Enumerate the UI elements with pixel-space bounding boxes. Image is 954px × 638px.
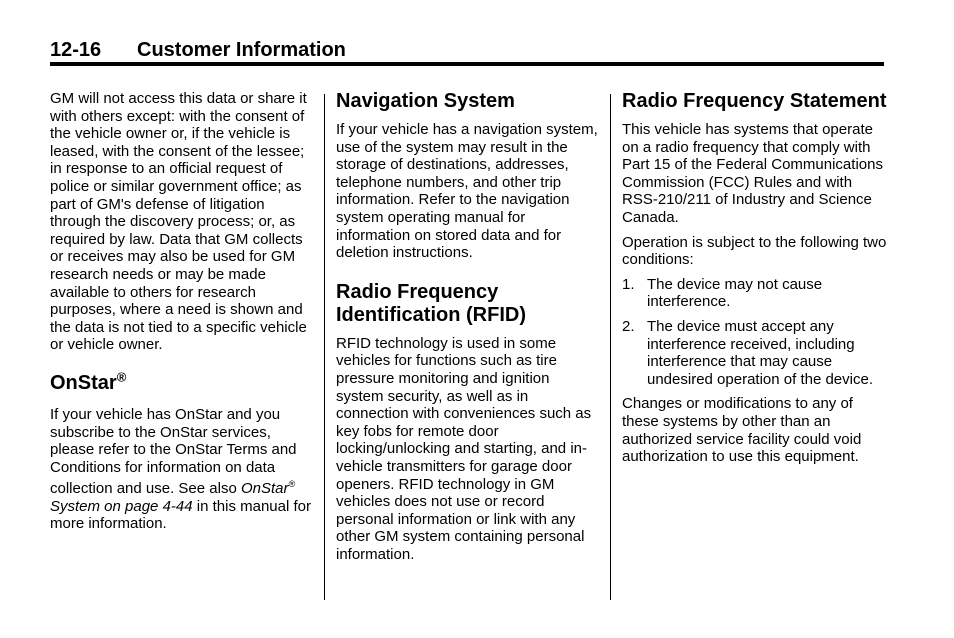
onstar-system-link[interactable]: OnStar® System on page 4-44 [50, 479, 296, 515]
navigation-system-heading: Navigation System [336, 90, 515, 112]
list-item: 1. The device may not cause interference. [622, 275, 823, 311]
navigation-system-paragraph: If your vehicle has a navigation system, use of the system may result in the storage of destinations, addresses, telephone numbers, and other trip information. Refer to the navigation system operating manual for information on stored data and for deletion instructions. [336, 121, 598, 262]
conditions-list [622, 276, 887, 389]
radio-frequency-statement-heading: Radio Frequency Statement [622, 90, 887, 112]
column-2 [336, 90, 598, 570]
onstar-paragraph: If your vehicle has OnStar and you subscribe to the OnStar services, please refer to the OnStar Terms and Conditions for information on data collection and use. See also OnStar® System on page 4-44 in this manual for more information. [50, 405, 311, 533]
data-access-paragraph: GM will not access this data or share it with others except: with the consent of the vehicle owner or, if the vehicle is leased, with the consent of the lessee; in response to an official request of police or similar government office; as part of GM's defense of litigation through the discovery process; or, as required by law. Data that GM collects or receives may also be used for GM research needs or may be made available to others for research purposes, where a need is shown and the data is not tied to a specific vehicle or vehicle owner. [50, 90, 307, 354]
rfid-paragraph: RFID technology is used in some vehicles for functions such as tire pressure monitoring and ignition system security, as well as in connection with conveniences such as key fobs for remote door locking/unlocking and starting, and in-vehicle transmitters for garage door openers. RFID technology in GM vehicles does not use or record personal information or link with any other GM system containing personal information. [336, 334, 592, 563]
column-divider [610, 94, 611, 600]
list-item: 2. The device must accept any interference received, including interference that may cause undesired operation of the device. [622, 317, 873, 388]
page-header [50, 38, 884, 66]
onstar-heading: OnStar® [50, 369, 127, 394]
rfid-heading: Radio Frequency Identification (RFID) [336, 280, 526, 326]
modifications-paragraph: Changes or modifications to any of these systems by other than an authorized service facility could void authorization to use this equipment. [622, 395, 862, 466]
section-title: Customer Information [137, 39, 346, 61]
page-number: 12-16 [50, 39, 102, 61]
column-1 [50, 90, 314, 540]
radio-frequency-paragraph: This vehicle has systems that operate on a radio frequency that comply with Part 15 of the Federal Communications Commission (FCC) Rules and with RSS-210/211 of Industry and Science Canada. [622, 121, 883, 226]
operation-conditions-intro: Operation is subject to the following two conditions: [622, 233, 887, 269]
column-divider [324, 94, 325, 600]
column-3 [622, 90, 887, 473]
